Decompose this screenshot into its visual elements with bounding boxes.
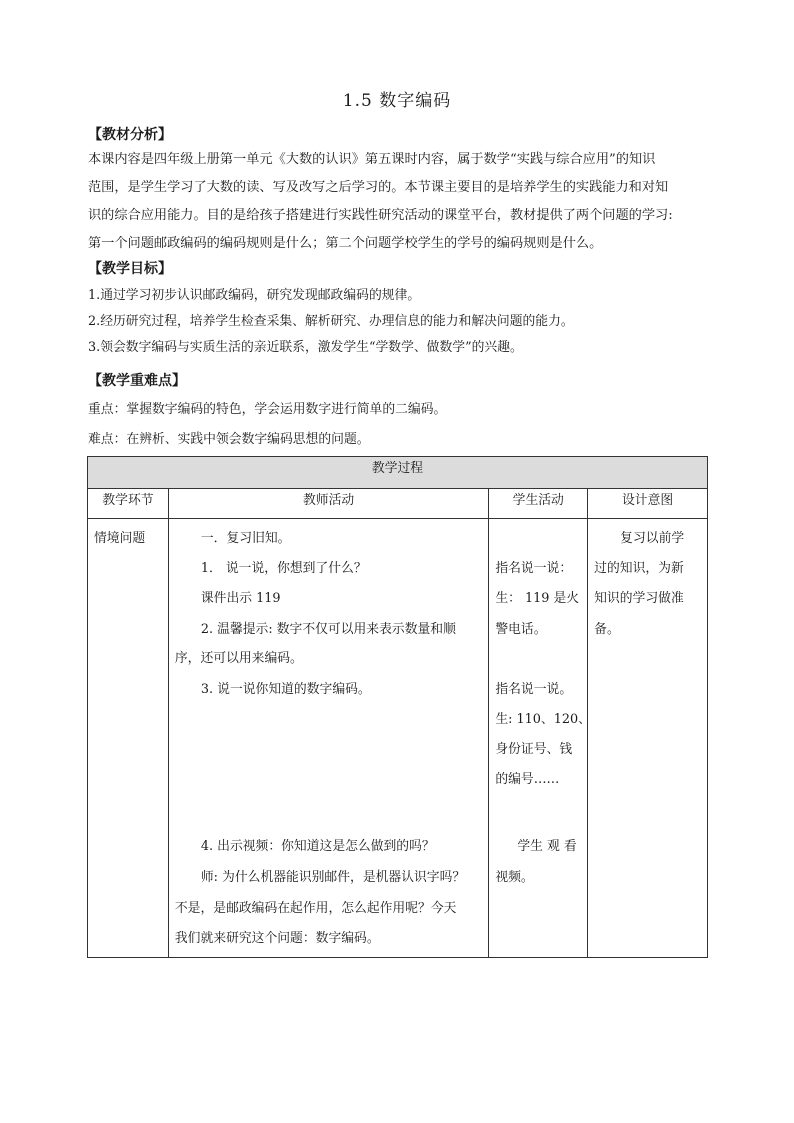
student-line: 学生 观 看 bbox=[517, 839, 577, 854]
section-heading-key-difficult: 【教学重难点】 bbox=[88, 373, 186, 389]
stage-cell bbox=[88, 519, 169, 958]
column-header: 教学环节 bbox=[88, 489, 169, 519]
goal-item: 1.通过学习初步认识邮政编码，研究发现邮政编码的规律。 bbox=[88, 288, 421, 303]
table-caption-row bbox=[88, 457, 708, 489]
student-line: 生： 119 是火 bbox=[495, 591, 580, 606]
student-line: 的编号…… bbox=[495, 772, 560, 787]
intent-line: 备。 bbox=[594, 622, 620, 637]
goal-item: 3.领会数字编码与实质生活的亲近联系，激发学生“学数学、做数学”的兴趣。 bbox=[88, 340, 523, 355]
text-line: 本课内容是四年级上册第一单元《大数的认识》第五课时内容，属于数学“实践与综合应用”的知识 bbox=[88, 152, 656, 167]
student-line: 生: 110、120、 bbox=[495, 712, 591, 727]
student-line: 视频。 bbox=[495, 870, 534, 885]
textbook-analysis-paragraph bbox=[88, 146, 710, 258]
intent-line: 知识的学习做准 bbox=[594, 591, 684, 606]
difficult-point: 难点：在辨析、实践中领会数字编码思想的问题。 bbox=[88, 432, 370, 447]
section-heading-textbook-analysis: 【教材分析】 bbox=[88, 127, 172, 143]
stage-label: 情境问题 bbox=[94, 531, 146, 546]
teacher-line: 一．复习旧知。 bbox=[200, 531, 291, 546]
teacher-activity-cell bbox=[168, 519, 488, 958]
teacher-line: 2. 温馨提示: 数字不仅可以用来表示数量和顺 bbox=[200, 622, 456, 637]
column-header: 设计意图 bbox=[588, 489, 708, 519]
student-activity-cell bbox=[489, 519, 591, 958]
teacher-line: 1． 说一说，你想到了什么？ bbox=[200, 561, 367, 576]
teacher-line: 师: 为什么机器能识别邮件，是机器认识字吗？ bbox=[200, 870, 466, 885]
student-line: 指名说一说： bbox=[495, 561, 573, 576]
teacher-line: 3. 说一说你知道的数字编码。 bbox=[200, 682, 371, 697]
text-line: 识的综合应用能力。目的是给孩子搭建进行实践性研究活动的课堂平台，教材提供了两个问题的学习: bbox=[88, 208, 673, 223]
teacher-line: 不是，是邮政编码在起作用，怎么起作用呢？今天 bbox=[174, 901, 457, 916]
table-row bbox=[88, 519, 708, 958]
table-caption: 教学过程 bbox=[88, 457, 708, 489]
intent-line: 过的知识，为新 bbox=[594, 561, 684, 576]
table-header-row bbox=[88, 489, 708, 519]
column-header: 学生活动 bbox=[489, 489, 588, 519]
teacher-line: 序，还可以用来编码。 bbox=[174, 651, 303, 666]
student-line: 身份证号、钱 bbox=[495, 742, 573, 757]
page-title: 1.5 数字编码 bbox=[342, 91, 452, 111]
student-line: 警电话。 bbox=[495, 622, 547, 637]
text-line: 第一个问题邮政编码的编码规则是什么；第二个问题学校学生的学号的编码规则是什么。 bbox=[88, 236, 603, 251]
intent-line: 复习以前学 bbox=[620, 531, 685, 546]
key-point: 重点：掌握数字编码的特色，学会运用数字进行简单的二编码。 bbox=[88, 402, 447, 417]
goal-item: 2.经历研究过程，培养学生检查采集、解析研究、办理信息的能力和解决问题的能力。 bbox=[88, 314, 574, 329]
teacher-line: 4. 出示视频：你知道这是怎么做到的吗？ bbox=[200, 839, 435, 854]
teacher-line: 我们就来研究这个问题：数字编码。 bbox=[174, 931, 380, 946]
column-header: 教师活动 bbox=[168, 489, 488, 519]
design-intent-cell bbox=[588, 519, 708, 958]
text-line: 范围，是学生学习了大数的读、写及改写之后学习的。本节课主要目的是培养学生的实践能力和对知 bbox=[88, 180, 669, 195]
teaching-process-table bbox=[87, 456, 708, 958]
student-line: 指名说一说。 bbox=[495, 682, 573, 697]
teacher-line: 课件出示 119 bbox=[200, 591, 281, 606]
section-heading-teaching-goals: 【教学目标】 bbox=[88, 261, 172, 277]
